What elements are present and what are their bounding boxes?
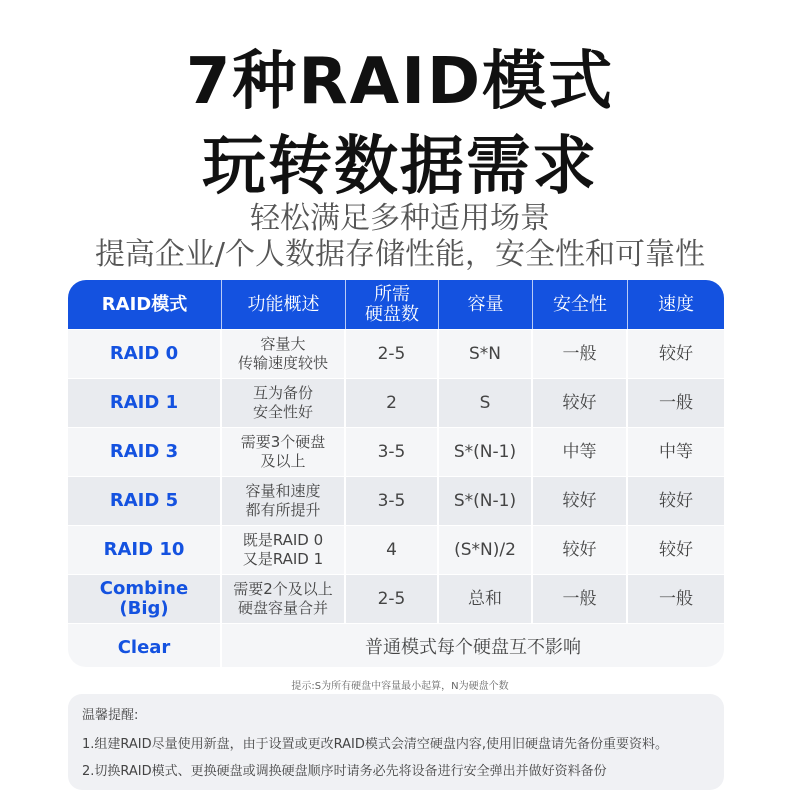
raid-desc: 需要2个及以上 硬盘容量合并 bbox=[222, 575, 346, 623]
raid-disks: 3-5 bbox=[346, 477, 439, 525]
raid-disks: 2-5 bbox=[346, 575, 439, 623]
reminder-title: 温馨提醒: bbox=[82, 708, 139, 723]
raid-security: 一般 bbox=[533, 330, 628, 378]
table-row bbox=[68, 574, 724, 623]
raid-mode: RAID 3 bbox=[68, 428, 222, 476]
raid-disks: 4 bbox=[346, 526, 439, 574]
raid-capacity: S*(N-1) bbox=[439, 428, 533, 476]
raid-speed: 较好 bbox=[659, 540, 693, 560]
raid-speed: 一般 bbox=[659, 589, 693, 609]
raid-desc: 既是RAID 0 又是RAID 1 bbox=[222, 526, 346, 574]
header-disks: 所需 硬盘数 bbox=[346, 280, 439, 329]
raid-mode: RAID 10 bbox=[68, 526, 222, 574]
raid-disks: 2-5 bbox=[346, 330, 439, 378]
raid-security: 较好 bbox=[533, 526, 628, 574]
raid-capacity: 总和 bbox=[439, 575, 533, 623]
table-footnote: 提示:S为所有硬盘中容量最小起算，N为硬盘个数 bbox=[291, 681, 509, 692]
raid-mode: Clear bbox=[68, 624, 222, 667]
page-title-line1: 7种RAID模式 bbox=[185, 45, 615, 119]
raid-speed: 较好 bbox=[659, 344, 693, 364]
raid-desc: 容量大 传输速度较快 bbox=[222, 330, 346, 378]
raid-security: 中等 bbox=[533, 428, 628, 476]
raid-disks: 3-5 bbox=[346, 428, 439, 476]
header-capacity: 容量 bbox=[439, 280, 533, 329]
table-header bbox=[68, 280, 724, 329]
table-row bbox=[68, 525, 724, 574]
header-mode: RAID模式 bbox=[68, 280, 222, 329]
raid-security: 一般 bbox=[533, 575, 628, 623]
raid-desc: 互为备份 安全性好 bbox=[222, 379, 346, 427]
reminder-box bbox=[68, 694, 724, 790]
raid-security: 较好 bbox=[533, 477, 628, 525]
subtitle-line2: 提高企业/个人数据存储性能，安全性和可靠性 bbox=[94, 237, 706, 272]
raid-desc: 需要3个硬盘 及以上 bbox=[222, 428, 346, 476]
reminder-item: 1.组建RAID尽量使用新盘，由于设置或更改RAID模式会清空硬盘内容,使用旧硬盘请先备份重要资料。 bbox=[82, 737, 669, 752]
raid-mode: RAID 5 bbox=[68, 477, 222, 525]
raid-disks: 2 bbox=[346, 379, 439, 427]
header-speed: 速度 bbox=[658, 293, 694, 315]
raid-mode: Combine (Big) bbox=[68, 575, 222, 623]
header-desc: 功能概述 bbox=[222, 280, 346, 329]
raid-desc: 容量和速度 都有所提升 bbox=[222, 477, 346, 525]
table-row-clear bbox=[68, 623, 724, 667]
raid-speed: 较好 bbox=[659, 491, 693, 511]
reminder-item: 2.切换RAID模式、更换硬盘或调换硬盘顺序时请务必先将设备进行安全弹出并做好资料备份 bbox=[82, 764, 607, 779]
page-title-line2: 玩转数据需求 bbox=[202, 130, 598, 204]
raid-capacity: S bbox=[439, 379, 533, 427]
raid-desc-merged: 普通模式每个硬盘互不影响 bbox=[365, 637, 581, 658]
subtitle-line1: 轻松满足多种适用场景 bbox=[250, 201, 550, 236]
table-body bbox=[68, 329, 724, 667]
raid-security: 较好 bbox=[533, 379, 628, 427]
table-row bbox=[68, 476, 724, 525]
raid-capacity: (S*N)/2 bbox=[439, 526, 533, 574]
raid-capacity: S*N bbox=[439, 330, 533, 378]
table-row bbox=[68, 427, 724, 476]
raid-mode: RAID 1 bbox=[68, 379, 222, 427]
raid-mode: RAID 0 bbox=[68, 330, 222, 378]
raid-table bbox=[68, 280, 724, 667]
table-row bbox=[68, 378, 724, 427]
table-row bbox=[68, 329, 724, 378]
raid-speed: 一般 bbox=[659, 393, 693, 413]
raid-capacity: S*(N-1) bbox=[439, 477, 533, 525]
header-security: 安全性 bbox=[533, 280, 628, 329]
raid-speed: 中等 bbox=[659, 442, 693, 462]
